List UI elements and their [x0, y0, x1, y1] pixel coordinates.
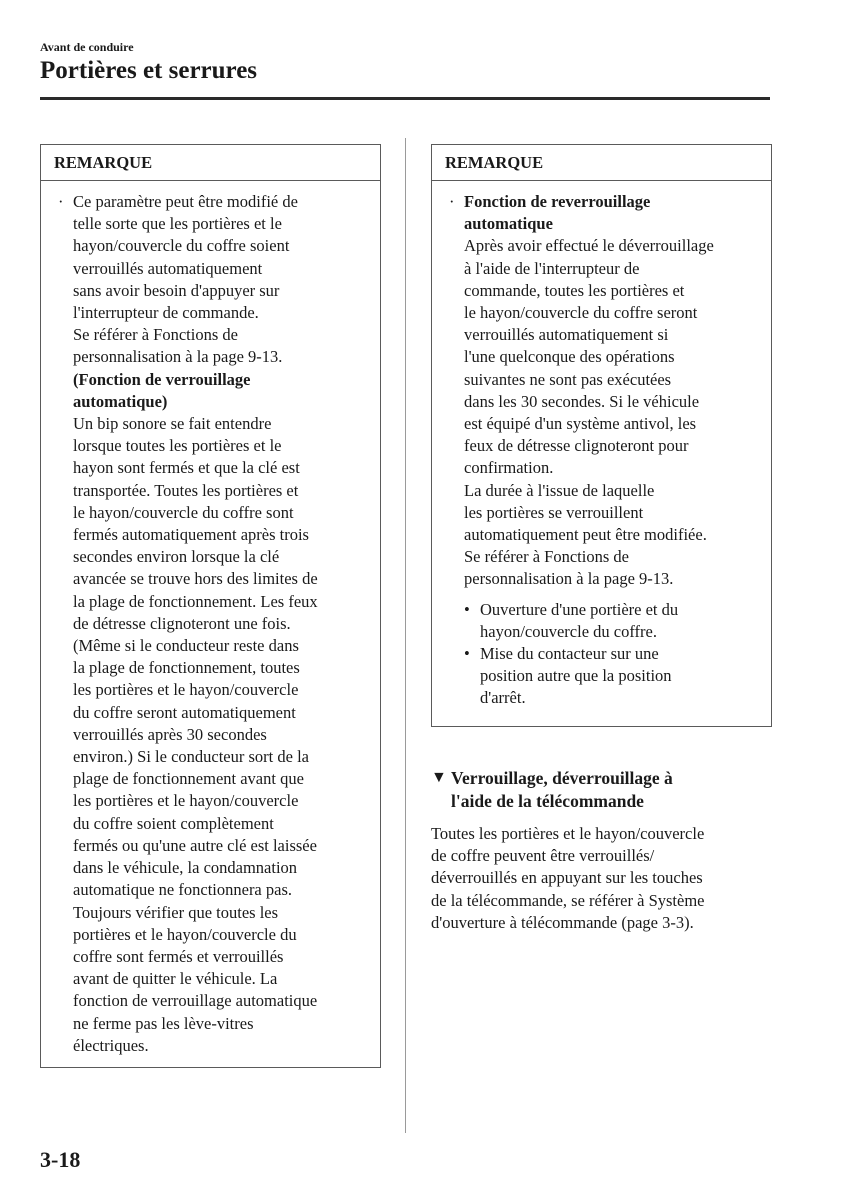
- left-note-body-line: la plage de fonctionnement, toutes: [73, 658, 300, 678]
- right-note-line: le hayon/couvercle du coffre seront: [464, 303, 698, 323]
- section-body: [431, 823, 776, 934]
- left-note-line: sans avoir besoin d'appuyer sur: [73, 280, 280, 300]
- right-note-line: est équipé d'un système antivol, les: [464, 414, 697, 434]
- left-note-line: Ce paramètre peut être modifié de: [73, 192, 298, 211]
- left-note-body-line: ne ferme pas les lève-vitres: [73, 1013, 254, 1033]
- sub-item-line: Ouverture d'une portière et du: [480, 599, 679, 619]
- left-note-line: verrouillés automatiquement: [73, 258, 263, 278]
- right-note-line: suivantes ne sont pas exécutées: [464, 369, 672, 389]
- left-note-body-line: transportée. Toutes les portières et: [73, 480, 299, 500]
- left-note-body-line: hayon sont fermés et que la clé est: [73, 458, 300, 478]
- right-note-content: [464, 191, 771, 710]
- right-note-bullet-item: [432, 191, 771, 710]
- right-note-line: feux de détresse clignoteront pour: [464, 436, 689, 456]
- left-note-body-line: les portières et le hayon/couvercle: [73, 791, 299, 811]
- right-note-box: [431, 144, 772, 727]
- right-note-line: Se référer à Fonctions de: [464, 547, 629, 567]
- left-note-line: personnalisation à la page 9-13.: [73, 347, 283, 367]
- right-note-line: à l'aide de l'interrupteur de: [464, 258, 640, 278]
- right-note-line: confirmation.: [464, 458, 554, 478]
- left-note-body-line: avancée se trouve hors des limites de: [73, 569, 318, 589]
- left-note-body-line: avant de quitter le véhicule. La: [73, 969, 278, 989]
- sub-list-item: [464, 599, 761, 643]
- left-note-body-line: de détresse clignoteront une fois.: [73, 613, 291, 633]
- left-note-line: hayon/couvercle du coffre soient: [73, 236, 290, 256]
- section-heading: [431, 767, 771, 812]
- right-note-line: commande, toutes les portières et: [464, 280, 685, 300]
- left-note-box: [40, 144, 381, 1068]
- left-note-body-line: Un bip sonore se fait entendre: [73, 414, 272, 434]
- bullet-dot: ·: [449, 192, 455, 211]
- left-note-body-line: Toujours vérifier que toutes les: [73, 902, 279, 922]
- page-number: 3-18: [40, 1147, 81, 1172]
- left-note-body-line: la plage de fonctionnement. Les feux: [73, 591, 318, 611]
- bullet-dot: ·: [58, 192, 64, 211]
- section-body-line: Toutes les portières et le hayon/couvercle: [431, 824, 705, 843]
- left-note-body-line: portières et le hayon/couvercle du: [73, 924, 297, 944]
- right-note-line: Après avoir effectué le déverrouillage: [464, 236, 714, 256]
- page-title: Portières et serrures: [40, 57, 258, 84]
- column-divider: [405, 138, 406, 1133]
- left-note-line: telle sorte que les portières et le: [73, 214, 282, 234]
- sub-item-line: d'arrêt.: [480, 688, 526, 708]
- right-note-line: verrouillés automatiquement si: [464, 325, 669, 345]
- left-note-body-line: secondes environ lorsque la clé: [73, 547, 280, 567]
- right-note-body: [432, 181, 771, 710]
- right-note-line: automatiquement peut être modifiée.: [464, 525, 707, 545]
- left-note-content: [73, 191, 380, 1057]
- right-note-line: les portières se verrouillent: [464, 502, 644, 522]
- section-label: Avant de conduire: [40, 40, 134, 54]
- left-note-body-line: le hayon/couvercle du coffre sont: [73, 502, 294, 522]
- sub-item-line: Mise du contacteur sur une: [480, 644, 659, 664]
- left-note-body: [41, 181, 380, 1057]
- right-note-line: dans les 30 secondes. Si le véhicule: [464, 391, 700, 411]
- right-note-line: personnalisation à la page 9-13.: [464, 569, 674, 589]
- section-body-line: déverrouillés en appuyant sur les touches: [431, 868, 703, 888]
- sub-item-text: [480, 599, 761, 643]
- left-note-body-line: automatique ne fonctionnera pas.: [73, 880, 293, 900]
- sub-list-item: [464, 643, 761, 710]
- right-note-bold-line: automatique: [464, 214, 553, 234]
- left-note-bold-line: (Fonction de verrouillage: [73, 369, 251, 389]
- left-note-body-line: fonction de verrouillage automatique: [73, 991, 318, 1011]
- section-body-line: de la télécommande, se référer à Système: [431, 890, 705, 910]
- section-heading-line: l'aide de la télécommande: [451, 790, 644, 811]
- left-note-body-line: du coffre soient complètement: [73, 813, 274, 833]
- right-note-sub-list: [464, 599, 761, 710]
- sub-item-line: hayon/couvercle du coffre.: [480, 621, 657, 641]
- left-note-body-line: dans le véhicule, la condamnation: [73, 858, 298, 878]
- sub-bullet-dot: •: [464, 644, 470, 664]
- left-note-body-line: plage de fonctionnement avant que: [73, 769, 304, 789]
- left-note-body-line: lorsque toutes les portières et le: [73, 436, 282, 456]
- sub-item-text: [480, 643, 761, 710]
- left-note-bullet-item: [41, 191, 380, 1057]
- left-note-line: Se référer à Fonctions de: [73, 325, 238, 345]
- sub-item-line: position autre que la position: [480, 666, 672, 686]
- left-note-body-line: fermés ou qu'une autre clé est laissée: [73, 835, 317, 855]
- title-rule: [40, 97, 770, 100]
- left-note-body-line: coffre sont fermés et verrouillés: [73, 946, 284, 966]
- section-heading-line: Verrouillage, déverrouillage à: [451, 768, 673, 788]
- left-note-body-line: fermés automatiquement après trois: [73, 525, 309, 545]
- left-note-heading: REMARQUE: [41, 145, 380, 181]
- right-note-heading: REMARQUE: [432, 145, 771, 181]
- section-body-line: de coffre peuvent être verrouillés/: [431, 846, 655, 866]
- left-note-body-line: environ.) Si le conducteur sort de la: [73, 747, 309, 767]
- sub-bullet-dot: •: [464, 599, 470, 619]
- right-note-line: La durée à l'issue de laquelle: [464, 480, 655, 500]
- right-note-line: l'une quelconque des opérations: [464, 347, 675, 367]
- left-note-body-line: électriques.: [73, 1035, 149, 1055]
- left-note-bold-line: automatique): [73, 391, 168, 411]
- triangle-down-icon: ▼: [431, 769, 447, 786]
- left-note-body-line: les portières et le hayon/couvercle: [73, 680, 299, 700]
- left-note-line: l'interrupteur de commande.: [73, 303, 259, 323]
- right-note-bold-line: Fonction de reverrouillage: [464, 192, 651, 211]
- section-body-line: d'ouverture à télécommande (page 3-3).: [431, 912, 694, 932]
- section-heading-text: [451, 767, 673, 812]
- left-note-body-line: (Même si le conducteur reste dans: [73, 636, 299, 656]
- left-note-body-line: verrouillés après 30 secondes: [73, 724, 267, 744]
- left-note-body-line: du coffre seront automatiquement: [73, 702, 296, 722]
